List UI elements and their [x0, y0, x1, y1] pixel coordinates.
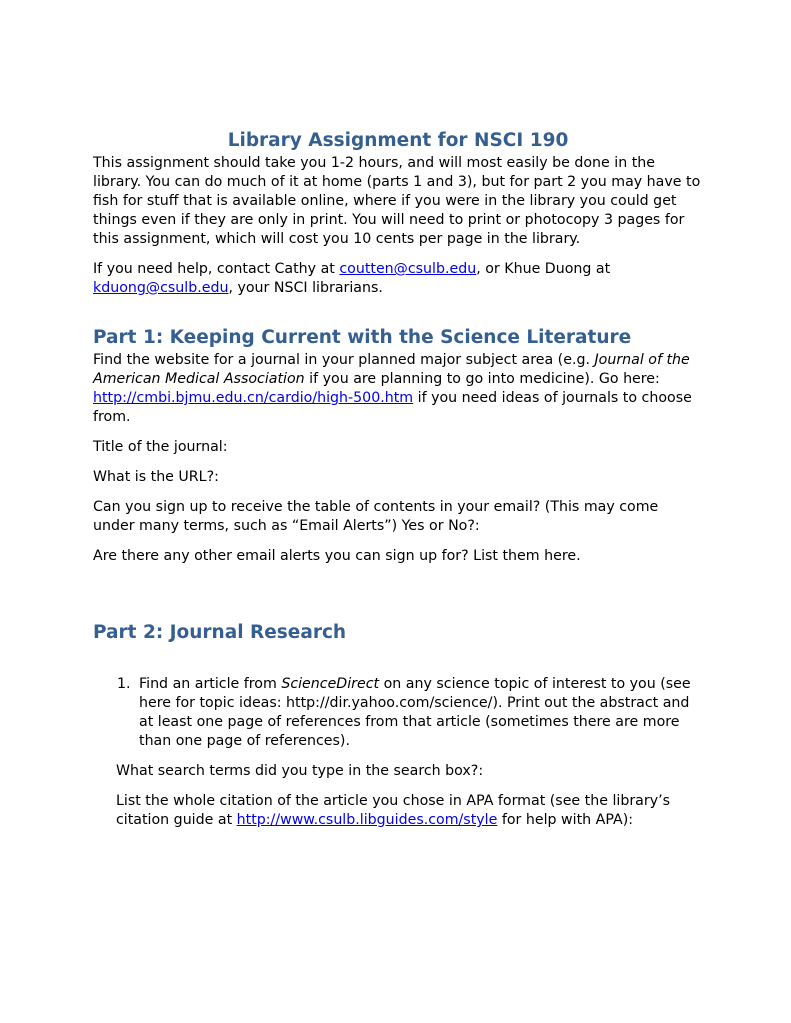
citation-text-b: for help with APA):: [497, 812, 634, 828]
question-journal-title: Title of the journal:: [93, 439, 228, 455]
journal-example: Journal of the American Medical Association: [93, 352, 690, 387]
contact-text-b: , or Khue Duong at: [476, 261, 611, 277]
document-body: [93, 128, 703, 830]
item1-text-b: on any science topic of interest to you (see here for topic ideas: http://dir.yahoo.com/science/). Print out the abstract and at least one page of references from that article (sometimes there are more than one page of references).: [139, 676, 691, 749]
part2-heading: Part 2: Journal Research: [93, 622, 347, 643]
part1-instructions: [93, 351, 703, 427]
part1-text-c: if you need ideas of journals to choose from.: [93, 390, 692, 425]
part1-text-a: Find the website for a journal in your planned major subject area (e.g.: [93, 352, 595, 368]
contact-text-a: If you need help, contact Cathy at: [93, 261, 340, 277]
question-citation: [116, 792, 703, 830]
intro-paragraph: [93, 154, 703, 249]
email-link-cathy[interactable]: coutten@csulb.edu: [339, 261, 477, 277]
email-link-khue[interactable]: kduong@csulb.edu: [93, 280, 229, 296]
question-toc-alerts: Can you sign up to receive the table of contents in your email? (This may come under many terms, such as “Email Alerts”) Yes or No?:: [93, 499, 659, 534]
item1-text-a: Find an article from: [139, 676, 282, 692]
question-url: What is the URL?:: [93, 469, 219, 485]
database-name: ScienceDirect: [281, 676, 380, 692]
document-title: Library Assignment for NSCI 190: [227, 130, 569, 151]
question-other-alerts: Are there any other email alerts you can sign up for? List them here.: [93, 548, 581, 564]
journals-list-link[interactable]: http://cmbi.bjmu.edu.cn/cardio/high-500.htm: [93, 390, 414, 406]
citation-text-a: List the whole citation of the article you chose in APA format (see the library’s citation guide at: [116, 793, 671, 828]
intro-text: This assignment should take you 1-2 hours, and will most easily be done in the library. You can do much of it at home (parts 1 and 3), but for part 2 you may have to fish for stuff that is available online, where if you were in the library you could get things even if they are only in print. You will need to print or photocopy 3 pages for this assignment, which will cost you 10 cents per page in the library.: [93, 155, 701, 247]
part1-heading: Part 1: Keeping Current with the Science Literature: [93, 327, 632, 348]
citation-guide-link[interactable]: http://www.csulb.libguides.com/style: [236, 812, 498, 828]
list-item: [117, 675, 703, 751]
part1-text-b: if you are planning to go into medicine). Go here:: [304, 371, 660, 387]
contact-text-c: , your NSCI librarians.: [228, 280, 383, 296]
list-item-number: 1.: [117, 676, 131, 692]
question-search-terms: What search terms did you type in the search box?:: [116, 763, 484, 779]
part2-list: [93, 675, 703, 751]
contact-paragraph: [93, 260, 703, 298]
